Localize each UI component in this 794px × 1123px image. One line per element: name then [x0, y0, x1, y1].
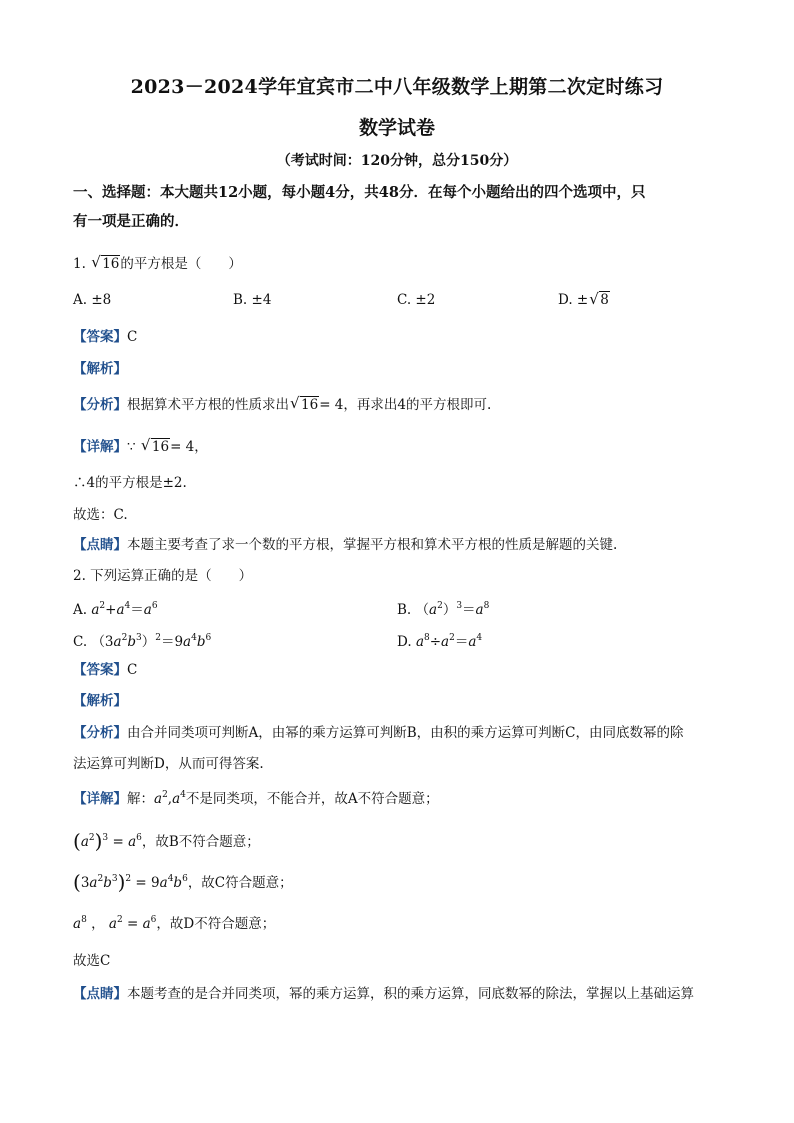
q2-stem: 2. 下列运算正确的是（ ） — [73, 568, 253, 584]
answer-tag: 【答案】 — [73, 662, 127, 678]
q2-option-b: B. $(a^2)^3=a^8$ — [397, 601, 490, 618]
q1-option-d-label: D. ± — [558, 292, 589, 308]
because-symbol: ∵ — [127, 439, 136, 455]
q2-fenxi-line1 — [73, 724, 684, 742]
q2-fenxi-text-1: 由合并同类项可判断A，由幂的乘方运算可判断B，由积的乘方运算可判断C，由同底数幂的除 — [127, 725, 684, 741]
page-subtitle: 数学试卷 — [358, 117, 435, 139]
q2-comment-text: 本题考查的是合并同类项，幂的乘方运算，积的乘方运算，同底数幂的除法，掌握以上基础运算 — [127, 986, 694, 1002]
q2-detail-4-text: ，故D不符合题意； — [156, 916, 276, 932]
q1-detail-eq: = 4 — [170, 439, 195, 455]
fenxi-tag: 【分析】 — [73, 397, 127, 413]
q1-detail-radicand: 16 — [151, 439, 170, 455]
q1-analysis-heading — [73, 360, 127, 378]
q2-detail-prefix: 解： — [127, 791, 154, 807]
q1-fenxi-text-a: 根据算术平方根的性质求出 — [127, 397, 289, 413]
comment-tag: 【点睛】 — [73, 986, 127, 1002]
q1-therefore: ∴4的平方根是±2. — [73, 475, 187, 491]
q2-option-d: D. $a^8\div a^2=a^4$ — [397, 633, 483, 650]
section-heading-line1: 一、选择题：本大题共12小题，每小题4分，共48分．在每个小题给出的四个选项中，只 — [73, 184, 646, 201]
q2-detail-line1: 【详解】解：$a^2,a^4$不是同类项，不能合并，故A不符合题意； — [73, 790, 439, 807]
q2-detail-line2: $(a^2)^3 = a^6$，故B不符合题意； — [73, 829, 260, 853]
q2-analysis-heading — [73, 692, 127, 710]
q2-answer-value: C — [127, 662, 138, 678]
q1-answer — [73, 328, 137, 346]
q2-answer — [73, 661, 137, 679]
q1-option-d-sqrt — [590, 292, 610, 308]
q1-detail-comma: ， — [194, 439, 208, 455]
answer-tag: 【答案】 — [73, 329, 127, 345]
q2-option-b-label: B. — [397, 602, 416, 618]
q1-stem-text: 的平方根是（ ） — [120, 256, 242, 272]
q2-detail-3-text: ，故C符合题意； — [187, 875, 293, 891]
q1-fenxi — [73, 396, 491, 414]
q1-option-b: B. ±4 — [233, 292, 272, 308]
q2-option-a-label: A. — [73, 602, 92, 618]
q1-comment — [73, 536, 617, 554]
q1-sqrt — [92, 255, 120, 273]
q1-fenxi-text-b: ，再求出4的平方根即可. — [343, 397, 492, 413]
fenxi-tag: 【分析】 — [73, 725, 127, 741]
q1-fenxi-sqrt — [291, 396, 319, 414]
q1-option-d — [558, 292, 610, 308]
q1-number: 1. — [73, 256, 86, 272]
q2-option-d-label: D. — [397, 634, 416, 650]
q2-choose: 故选C — [73, 953, 111, 969]
q1-radicand: 16 — [102, 256, 120, 272]
q1-choose: 故选：C. — [73, 507, 128, 523]
q2-fenxi-line2: 法运算可判断D，从而可得答案. — [73, 756, 264, 772]
page-title: 2023－2024学年宜宾市二中八年级数学上期第二次定时练习 — [130, 76, 664, 98]
q2-option-c: C. $(3a^2b^3)^2=9a^4b^6$ — [73, 633, 212, 650]
comment-tag: 【点睛】 — [73, 537, 127, 553]
section-heading-line2: 有一项是正确的． — [73, 213, 189, 230]
q2-option-a: A. $a^2+a^4=a^6$ — [73, 601, 158, 618]
q2-detail-2-text: ，故B不符合题意； — [141, 834, 260, 850]
q2-detail-line3: $(3a^2b^3)^2 = 9a^4b^6$，故C符合题意； — [73, 870, 293, 894]
q1-stem — [73, 255, 242, 273]
q2-detail-1-text: 不是同类项，不能合并，故A不符合题意； — [185, 791, 439, 807]
q1-comment-text: 本题主要考查了求一个数的平方根，掌握平方根和算术平方根的性质是解题的关键. — [127, 537, 618, 553]
q1-option-a: A. ±8 — [73, 292, 112, 308]
analysis-tag: 【解析】 — [73, 361, 127, 377]
q1-detail — [73, 438, 208, 456]
q2-option-c-label: C. — [73, 634, 92, 650]
q1-answer-value: C — [127, 329, 138, 345]
q1-detail-sqrt — [142, 438, 170, 456]
analysis-tag: 【解析】 — [73, 693, 127, 709]
q1-fenxi-radicand: 16 — [301, 397, 319, 413]
q1-option-d-radicand: 8 — [600, 292, 609, 308]
exam-info: （考试时间：120分钟，总分150分） — [276, 153, 518, 169]
q1-option-c: C. ±2 — [397, 292, 436, 308]
detail-tag: 【详解】 — [73, 439, 127, 455]
q1-fenxi-eq: = 4 — [319, 397, 344, 413]
detail-tag: 【详解】 — [73, 791, 127, 807]
q2-comment — [73, 985, 694, 1003]
q2-detail-line4: $a^8$ ， $a^2 = a^6$，故D不符合题意； — [73, 915, 276, 932]
